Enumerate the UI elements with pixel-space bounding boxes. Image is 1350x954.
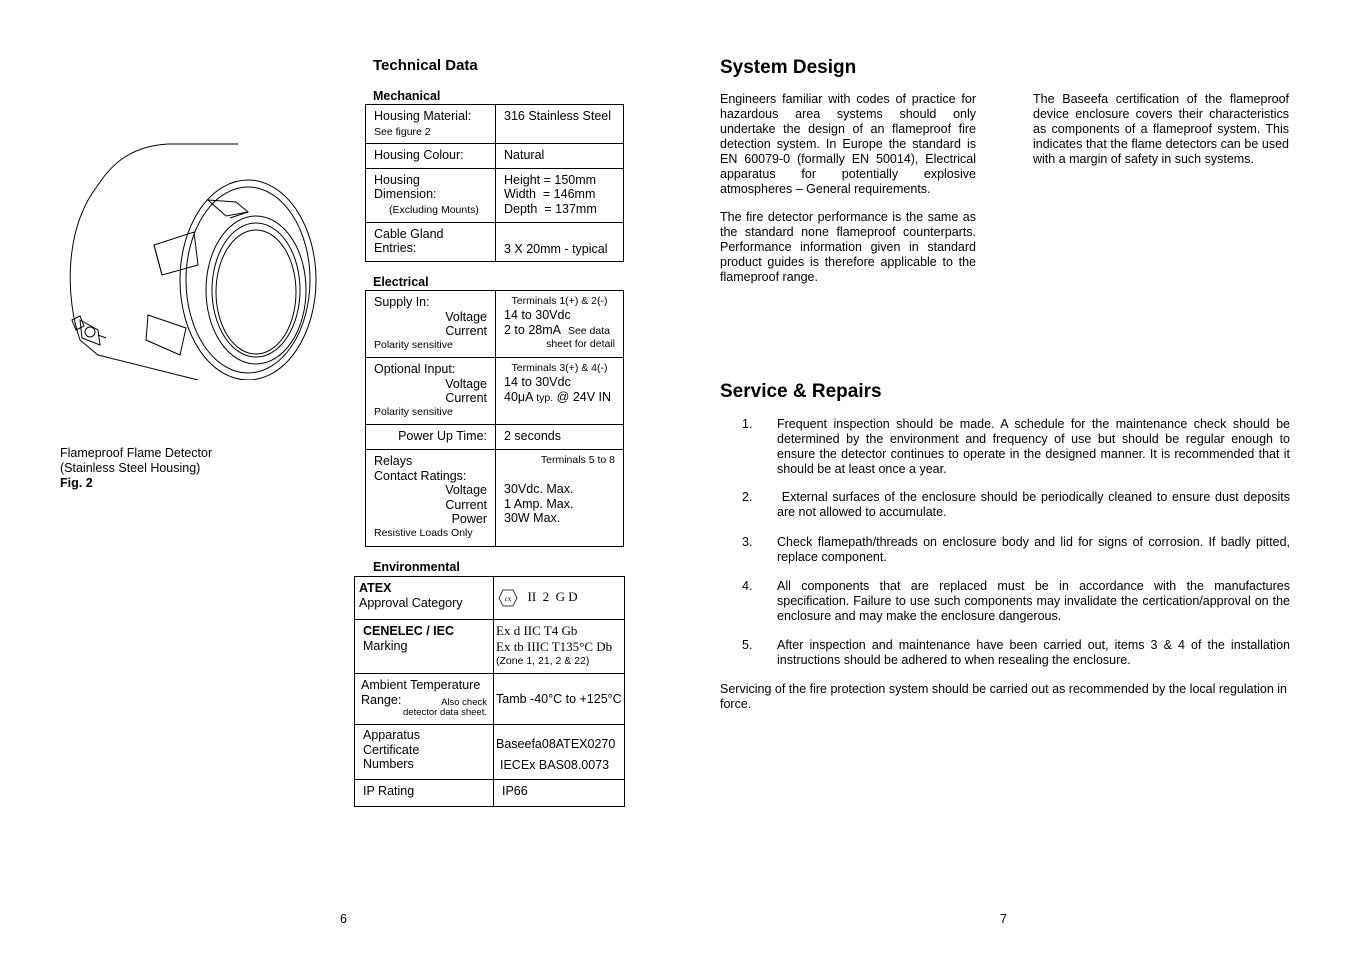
supply-voltage-value: 14 to 30Vdc: [504, 308, 571, 322]
supply-see-note: See data: [567, 324, 610, 337]
page-number-left: 6: [340, 912, 347, 926]
marking-line-1: Ex d IIC T4 Gb: [496, 623, 578, 638]
housing-colour-value: Natural: [496, 143, 624, 168]
table-row: [366, 291, 624, 358]
relay-voltage-label: Voltage: [445, 483, 487, 497]
supply-polarity-note: Polarity sensitive: [374, 338, 453, 351]
apparatus-label-2: Certificate: [363, 742, 420, 757]
table-row: [366, 222, 624, 261]
apparatus-label-3: Numbers: [363, 757, 414, 771]
power-up-value: 2 seconds: [496, 425, 624, 450]
atex-label: ATEX: [359, 581, 392, 595]
marking-zones: (Zone 1, 21, 2 & 22): [496, 655, 590, 667]
iecex-certificate-number: IECEx BAS08.0073: [500, 757, 610, 772]
list-item-number: 2.: [742, 490, 753, 504]
system-design-title: System Design: [720, 57, 857, 78]
environmental-table: [354, 576, 625, 807]
ip-rating-label: IP Rating: [355, 780, 494, 807]
environmental-heading: Environmental: [373, 560, 460, 574]
table-row: [355, 674, 625, 725]
optional-current-value: 40μA: [504, 389, 533, 404]
ambient-note-2: detector data sheet.: [403, 707, 487, 718]
list-item-text: After inspection and maintenance have been carried out, items 3 & 4 of the installation instructions should be adhered to when resealing the enclosure.: [777, 638, 1290, 667]
housing-dimension-values: [496, 168, 624, 222]
supply-terminals: Terminals 1(+) & 2(-): [511, 295, 608, 307]
system-design-para-3: The Baseefa certification of the flameproof device enclosure covers their characteristics as components of a flameproof system. This indicates that the flame detectors can be used with a margin of safety in such systems.: [1033, 92, 1289, 166]
list-item-text: All components that are replaced must be in accordance with the manufactures specification. Failure to use such components may invalidate the certication/approval on the enclosure and may make the enclosure dangerous.: [777, 579, 1290, 623]
optional-input-label: Optional Input:: [374, 362, 456, 376]
supply-see-note-2: sheet for detail: [546, 337, 615, 350]
system-design-para-1: Engineers familiar with codes of practice for hazardous area systems should only undertake the design of an flameproof fire detection system. In Europe the standard is EN 60079-0 (formally EN 50014), Electrical apparatus for potentially explosive atmospheres – General requirements.: [720, 92, 976, 196]
housing-material-value: 316 Stainless Steel: [496, 105, 624, 144]
relay-current-label: Current: [445, 497, 487, 512]
service-closing-paragraph: Servicing of the fire protection system should be carried out as recommended by the local regulation in force.: [720, 682, 1287, 711]
cable-gland-value: 3 X 20mm - typical: [496, 222, 624, 261]
ambient-label-2: Range:: [361, 692, 402, 707]
apparatus-cell: [355, 725, 494, 780]
table-row: [366, 105, 624, 144]
cenelec-label: CENELEC / IEC: [363, 624, 454, 638]
list-item-text: Check flamepath/threads on enclosure body and lid for signs of corrosion. If badly pitted, replace component.: [777, 535, 1290, 564]
mechanical-heading: Mechanical: [373, 89, 441, 103]
table-row: [355, 725, 625, 780]
svg-text:εx: εx: [504, 595, 512, 603]
supply-in-label: Supply In:: [374, 295, 430, 309]
table-row: [366, 450, 624, 547]
relay-voltage-value: 30Vdc. Max.: [504, 482, 574, 496]
list-item-number: 1.: [742, 417, 753, 431]
optional-current-label: Current: [445, 391, 487, 405]
housing-dimension-cell: [366, 168, 496, 222]
system-design-para-2: The fire detector performance is the same as the standard none flameproof counterparts. Performance information given in standard product guides is therefore applicable to the flameproof range.: [720, 210, 976, 284]
housing-material-cell: [366, 105, 496, 144]
relays-label: Relays: [374, 454, 413, 468]
atex-category-value: II 2 G D: [527, 589, 578, 605]
table-row: [355, 780, 625, 807]
housing-material-label: Housing Material:: [374, 109, 472, 123]
relay-terminals: Terminals 5 to 8: [540, 454, 615, 466]
optional-current-tail: @ 24V IN: [556, 389, 612, 404]
approval-category-label: Approval Category: [359, 595, 463, 610]
ip-rating-value: IP66: [494, 780, 625, 807]
table-row: [366, 143, 624, 168]
optional-voltage-value: 14 to 30Vdc: [504, 375, 571, 389]
service-repairs-title: Service & Repairs: [720, 381, 882, 402]
marking-line-2: Ex tb IIIC T135°C Db: [496, 639, 613, 654]
flame-detector-drawing: [58, 140, 323, 380]
cable-gland-cell: [366, 222, 496, 261]
cable-gland-label-1: Cable Gland: [374, 226, 444, 241]
ambient-value: Tamb -40°C to +125°C: [494, 674, 625, 725]
housing-dimension-label-1: Housing: [374, 172, 420, 187]
list-item-number: 3.: [742, 535, 753, 549]
table-row: [355, 620, 625, 674]
housing-dimension-label-2: Dimension:: [374, 187, 437, 201]
mechanical-table: [365, 104, 624, 262]
supply-in-cell: [366, 291, 496, 358]
ambient-label-1: Ambient Temperature: [361, 678, 481, 692]
relay-current-value: 1 Amp. Max.: [504, 496, 574, 511]
table-row: [355, 577, 625, 620]
list-item-number: 4.: [742, 579, 753, 593]
relays-cell: [366, 450, 496, 547]
caption-line-1: Flameproof Flame Detector: [60, 446, 213, 460]
certificate-values: [494, 725, 625, 780]
cable-gland-label-2: Entries:: [374, 241, 417, 255]
ambient-note-1: Also check: [441, 696, 487, 708]
cenelec-cell: [355, 620, 494, 674]
optional-input-values: [496, 358, 624, 425]
technical-data-title: Technical Data: [373, 57, 478, 74]
list-item-number: 5.: [742, 638, 753, 652]
supply-current-label: Current: [445, 324, 487, 338]
table-row: [366, 168, 624, 222]
page-number-right: 7: [1000, 912, 1007, 926]
width-value: Width = 146mm: [504, 187, 596, 201]
table-row: [366, 358, 624, 425]
list-item-text: External surfaces of the enclosure should be periodically cleaned to ensure dust deposits are not allowed to accumulate.: [777, 490, 1294, 519]
electrical-table: [365, 290, 624, 547]
optional-voltage-label: Voltage: [445, 376, 487, 391]
housing-material-note: See figure 2: [374, 125, 431, 138]
table-row: [366, 425, 624, 450]
atex-certificate-number: Baseefa08ATEX0270: [496, 737, 616, 751]
electrical-heading: Electrical: [373, 275, 429, 289]
caption-line-2: (Stainless Steel Housing): [60, 461, 201, 475]
optional-terminals: Terminals 3(+) & 4(-): [511, 362, 608, 374]
optional-current-typ: typ.: [536, 391, 554, 404]
marking-label: Marking: [363, 638, 408, 653]
housing-dimension-note: (Excluding Mounts): [389, 203, 479, 216]
caption-fig-label: Fig. 2: [60, 476, 93, 490]
depth-value: Depth = 137mm: [504, 201, 597, 216]
marking-values: [494, 620, 625, 674]
relay-power-value: 30W Max.: [504, 511, 561, 525]
supply-voltage-label: Voltage: [445, 309, 487, 324]
supply-in-values: [496, 291, 624, 358]
ambient-cell: [355, 674, 494, 725]
optional-polarity-note: Polarity sensitive: [374, 405, 453, 418]
power-up-label: Power Up Time:: [366, 425, 496, 450]
atex-value-cell: [494, 577, 625, 620]
contact-ratings-label: Contact Ratings:: [374, 468, 467, 483]
list-item-text: Frequent inspection should be made. A schedule for the maintenance check should be determined by the environment and frequency of use but should be regular enough to ensure the detector continues to operate in the designed manner. It is recommended that it should be at least once a year.: [777, 417, 1290, 476]
resistive-note: Resistive Loads Only: [374, 526, 473, 539]
supply-current-value: 2 to 28mA: [504, 322, 561, 337]
relays-values: [496, 450, 624, 547]
ex-hexagon-icon: [498, 589, 518, 607]
figure-caption: [60, 446, 212, 491]
apparatus-label-1: Apparatus: [363, 728, 420, 742]
housing-colour-label: Housing Colour:: [366, 143, 496, 168]
optional-input-cell: [366, 358, 496, 425]
atex-cell: [355, 577, 494, 620]
height-value: Height = 150mm: [504, 172, 597, 187]
relay-power-label: Power: [451, 512, 487, 526]
